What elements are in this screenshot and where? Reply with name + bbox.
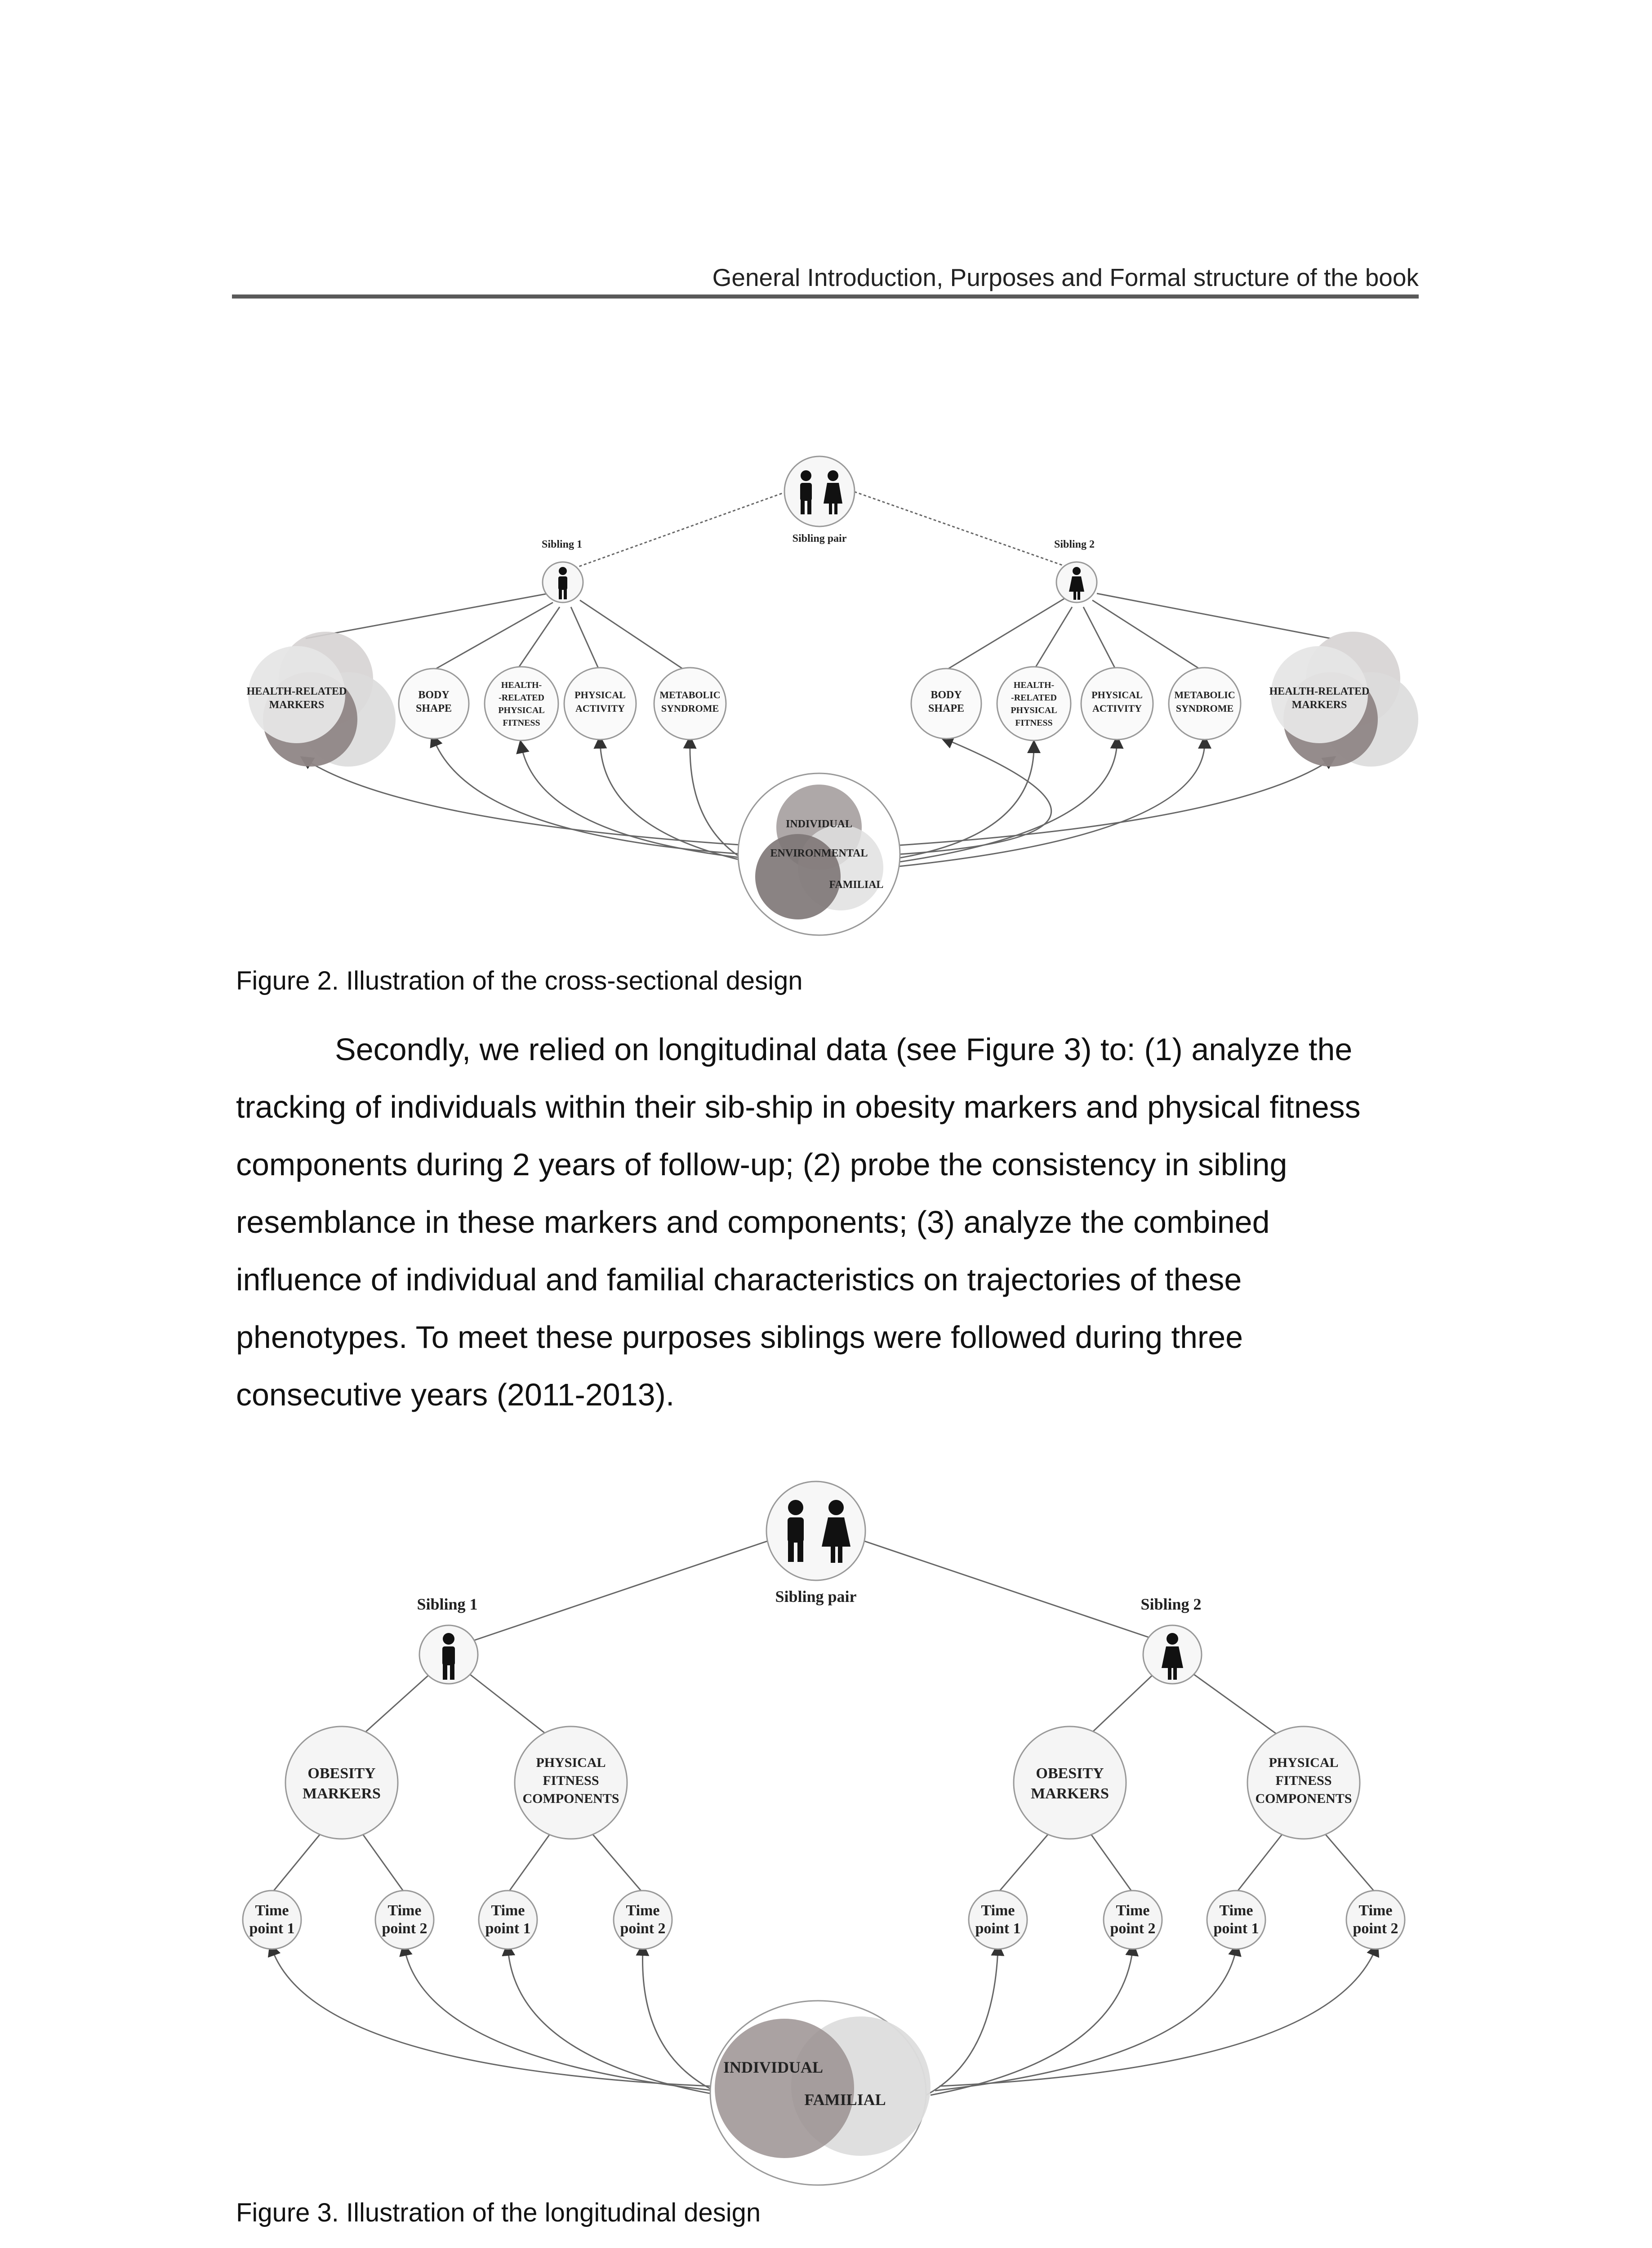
figure2-right-nodes [911,667,1241,740]
svg-text:ENVIRONMENTAL: ENVIRONMENTAL [770,847,868,859]
sibling-1-label: Sibling 1 [541,539,583,550]
svg-text:-RELATED: -RELATED [499,693,544,703]
svg-text:point 1: point 1 [1213,1920,1259,1937]
figure3-mid-nodes-right [1014,1726,1360,1839]
svg-text:ACTIVITY: ACTIVITY [1092,703,1142,714]
svg-text:FAMILIAL: FAMILIAL [829,879,884,891]
svg-text:PHYSICAL: PHYSICAL [498,705,545,715]
body-line: phenotypes. To meet these purposes siblings were followed during three [236,1320,1243,1355]
svg-text:SYNDROME: SYNDROME [661,703,719,714]
svg-text:FITNESS: FITNESS [1015,718,1053,728]
svg-text:point 1: point 1 [249,1920,295,1937]
svg-text:MARKERS: MARKERS [303,1785,381,1802]
health-related-markers-cluster-left [247,632,396,767]
svg-text:FITNESS: FITNESS [503,718,540,728]
svg-text:point 2: point 2 [1110,1920,1156,1937]
svg-text:Time: Time [626,1902,660,1919]
svg-text:HEALTH-RELATED: HEALTH-RELATED [246,686,347,697]
figure2-center-venn [738,773,900,935]
svg-text:-RELATED: -RELATED [1011,693,1057,703]
svg-text:Time: Time [1116,1902,1150,1919]
svg-text:PHYSICAL: PHYSICAL [1269,1755,1339,1770]
figure-2-caption: Figure 2. Illustration of the cross-sectional design [236,966,803,995]
figure-2-cross-sectional-diagram [0,0,1652,953]
svg-text:BODY: BODY [418,689,450,701]
svg-text:COMPONENTS: COMPONENTS [522,1791,619,1806]
svg-text:INDIVIDUAL: INDIVIDUAL [723,2058,824,2076]
svg-text:OBESITY: OBESITY [1036,1765,1104,1782]
svg-text:point 2: point 2 [1353,1920,1398,1937]
body-line: tracking of individuals within their sib-ship in obesity markers and physical fitness [236,1089,1361,1124]
svg-text:OBESITY: OBESITY [307,1765,376,1782]
svg-text:INDIVIDUAL: INDIVIDUAL [785,818,853,830]
svg-text:Time: Time [255,1902,289,1919]
svg-text:Sibling 1: Sibling 1 [417,1595,478,1613]
body-line: consecutive years (2011-2013). [236,1377,675,1412]
sibling-2-label: Sibling 2 [1054,539,1095,550]
svg-text:MARKERS: MARKERS [1291,699,1347,711]
body-line: Secondly, we relied on longitudinal data (see Figure 3) to: (1) analyze the [335,1032,1353,1067]
svg-text:SYNDROME: SYNDROME [1176,703,1234,714]
svg-text:Time: Time [491,1902,525,1919]
svg-text:Time: Time [1219,1902,1253,1919]
body-line: influence of individual and familial characteristics on trajectories of these [236,1262,1242,1297]
figure-3-caption: Figure 3. Illustration of the longitudinal design [236,2198,761,2227]
svg-text:ACTIVITY: ACTIVITY [575,703,625,714]
svg-text:point 1: point 1 [975,1920,1021,1937]
svg-text:Time: Time [387,1902,422,1919]
sibling-pair-circle [784,456,855,526]
svg-text:point 2: point 2 [620,1920,666,1937]
svg-text:Sibling 2: Sibling 2 [1140,1595,1202,1613]
svg-text:SHAPE: SHAPE [928,703,965,714]
svg-text:MARKERS: MARKERS [269,699,325,711]
svg-text:PHYSICAL: PHYSICAL [1011,705,1057,715]
body-line: resemblance in these markers and components; (3) analyze the combined [236,1204,1270,1240]
svg-text:BODY: BODY [931,689,962,701]
figure3-center-venn [710,2001,931,2185]
svg-text:PHYSICAL: PHYSICAL [574,689,626,700]
svg-text:SHAPE: SHAPE [415,703,452,714]
svg-text:HEALTH-: HEALTH- [1013,680,1055,690]
body-paragraph [236,1021,1405,1423]
svg-text:METABOLIC: METABOLIC [659,689,721,700]
svg-text:PHYSICAL: PHYSICAL [536,1755,606,1770]
svg-text:MARKERS: MARKERS [1031,1785,1109,1802]
figure3-time-points [243,1891,1405,1949]
svg-text:Time: Time [981,1902,1015,1919]
svg-text:FAMILIAL: FAMILIAL [804,2091,886,2109]
svg-text:Time: Time [1358,1902,1393,1919]
svg-text:point 1: point 1 [485,1920,531,1937]
figure-3-longitudinal-diagram [0,1461,1652,2203]
svg-text:HEALTH-RELATED: HEALTH-RELATED [1269,686,1370,697]
sibling-pair-label: Sibling pair [792,533,847,544]
svg-text:HEALTH-: HEALTH- [501,680,542,690]
health-related-markers-cluster-right [1269,632,1418,767]
figure2-left-nodes [399,667,726,740]
svg-text:METABOLIC: METABOLIC [1174,689,1235,700]
figure3-mid-nodes-left [285,1726,627,1839]
svg-text:PHYSICAL: PHYSICAL [1091,689,1143,700]
running-header: General Introduction, Purposes and Formal structure of the book [712,263,1419,291]
svg-text:COMPONENTS: COMPONENTS [1255,1791,1352,1806]
svg-text:FITNESS: FITNESS [1275,1773,1332,1788]
svg-text:Sibling pair: Sibling pair [775,1588,857,1606]
body-line: components during 2 years of follow-up; (2) probe the consistency in sibling [236,1147,1287,1182]
svg-text:FITNESS: FITNESS [543,1773,599,1788]
svg-text:point 2: point 2 [382,1920,427,1937]
